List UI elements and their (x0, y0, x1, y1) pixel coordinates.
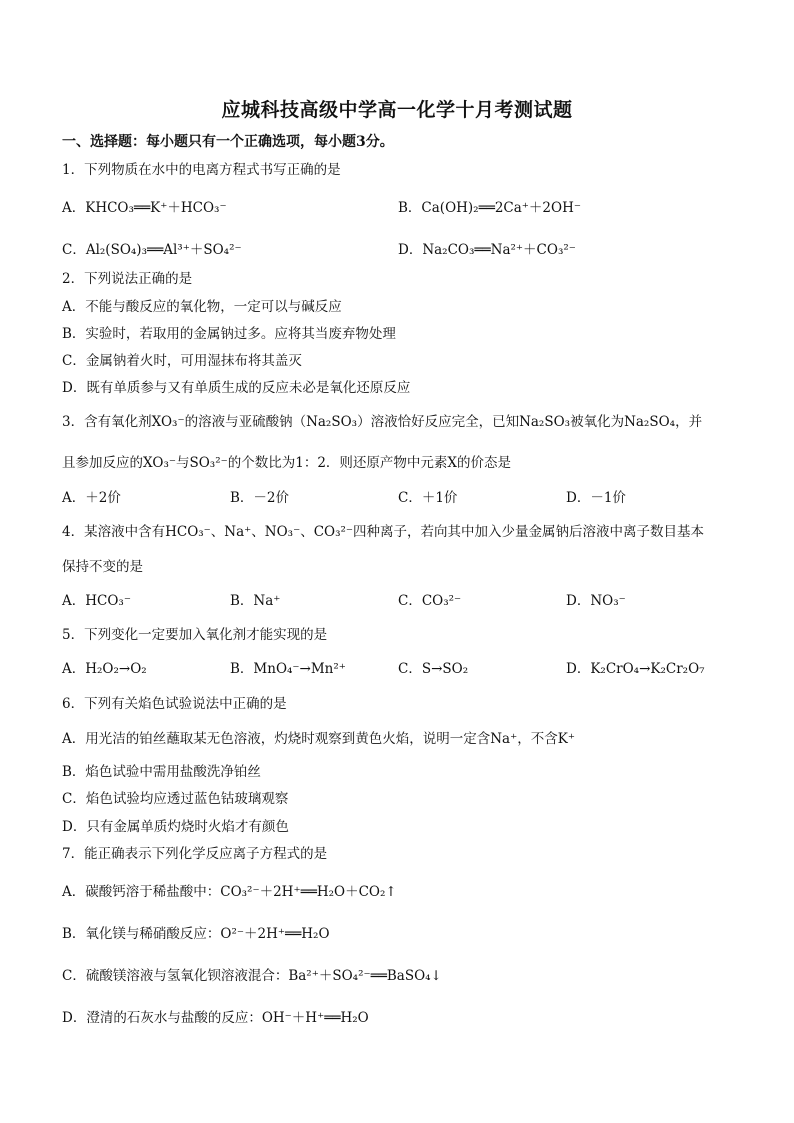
q7-option-b: B．氧化镁与稀硝酸反应：O²⁻＋2H⁺══H₂O (62, 926, 330, 942)
q1-option-b: B．Ca(OH)₂══2Ca⁺＋2OH⁻ (398, 200, 581, 216)
question-4-stem-line2: 保持不变的是 (62, 559, 143, 575)
q7-option-a: A．碳酸钙溶于稀盐酸中：CO₃²⁻＋2H⁺══H₂O＋CO₂↑ (62, 884, 397, 900)
q4-option-c: C．CO₃²⁻ (398, 593, 462, 609)
q6-option-b: B．焰色试验中需用盐酸洗净铂丝 (62, 764, 261, 780)
q5-option-d: D．K₂CrO₄→K₂Cr₂O₇ (566, 661, 705, 677)
q5-option-a: A．H₂O₂→O₂ (62, 661, 147, 677)
q1-option-a: A．KHCO₃══K⁺＋HCO₃⁻ (62, 200, 227, 216)
question-6-stem: 6．下列有关焰色试验说法中正确的是 (62, 696, 287, 712)
question-3-stem-line1: 3．含有氧化剂XO₃⁻的溶液与亚硫酸钠（Na₂SO₃）溶液恰好反应完全，已知Na₂SO₃被氧化为Na₂SO₄，并 (62, 414, 703, 430)
q6-option-a: A．用光洁的铂丝蘸取某无色溶液，灼烧时观察到黄色火焰，说明一定含Na⁺，不含K⁺ (62, 731, 575, 747)
question-5-stem: 5．下列变化一定要加入氧化剂才能实现的是 (62, 627, 328, 643)
page-title: 应城科技高级中学高一化学十月考测试题 (221, 99, 573, 121)
question-4-stem-line1: 4．某溶液中含有HCO₃⁻、Na⁺、NO₃⁻、CO₃²⁻四种离子，若向其中加入少量金属钠后溶液中离子数目基本 (62, 524, 705, 540)
section-heading: 一、选择题：每小题只有一个正确选项，每小题3分。 (62, 134, 394, 150)
q7-option-d: D．澄清的石灰水与盐酸的反应：OH⁻＋H⁺══H₂O (62, 1010, 369, 1026)
q4-option-a: A．HCO₃⁻ (62, 593, 131, 609)
q2-option-d: D．既有单质参与又有单质生成的反应未必是氧化还原反应 (62, 380, 411, 396)
q2-option-c: C．金属钠着火时，可用湿抹布将其盖灭 (62, 353, 302, 369)
q3-option-a: A．＋2价 (62, 490, 121, 506)
q3-option-d: D．－1价 (566, 490, 626, 506)
question-7-stem: 7．能正确表示下列化学反应离子方程式的是 (62, 846, 328, 862)
q7-option-c: C．硫酸镁溶液与氢氧化钡溶液混合：Ba²⁺＋SO₄²⁻══BaSO₄↓ (62, 968, 442, 984)
q4-option-d: D．NO₃⁻ (566, 593, 626, 609)
q1-option-c: C．Al₂(SO₄)₃══Al³⁺＋SO₄²⁻ (62, 242, 242, 258)
question-2-stem: 2．下列说法正确的是 (62, 271, 193, 287)
q5-option-b: B．MnO₄⁻→Mn²⁺ (230, 661, 346, 677)
q2-option-b: B．实验时，若取用的金属钠过多。应将其当废弃物处理 (62, 326, 396, 342)
q3-option-b: B．－2价 (230, 490, 290, 506)
q6-option-d: D．只有金属单质灼烧时火焰才有颜色 (62, 819, 289, 835)
q5-option-c: C．S→SO₂ (398, 661, 469, 677)
q6-option-c: C．焰色试验均应透过蓝色钴玻璃观察 (62, 791, 289, 807)
question-1-stem: 1．下列物质在水中的电离方程式书写正确的是 (62, 162, 341, 178)
q2-option-a: A．不能与酸反应的氧化物，一定可以与碱反应 (62, 299, 342, 315)
question-3-stem-line2: 且参加反应的XO₃⁻与SO₃²⁻的个数比为1：2．则还原产物中元素X的价态是 (62, 455, 512, 471)
q4-option-b: B．Na⁺ (230, 593, 281, 609)
q3-option-c: C．＋1价 (398, 490, 458, 506)
q1-option-d: D．Na₂CO₃══Na²⁺＋CO₃²⁻ (398, 242, 576, 258)
